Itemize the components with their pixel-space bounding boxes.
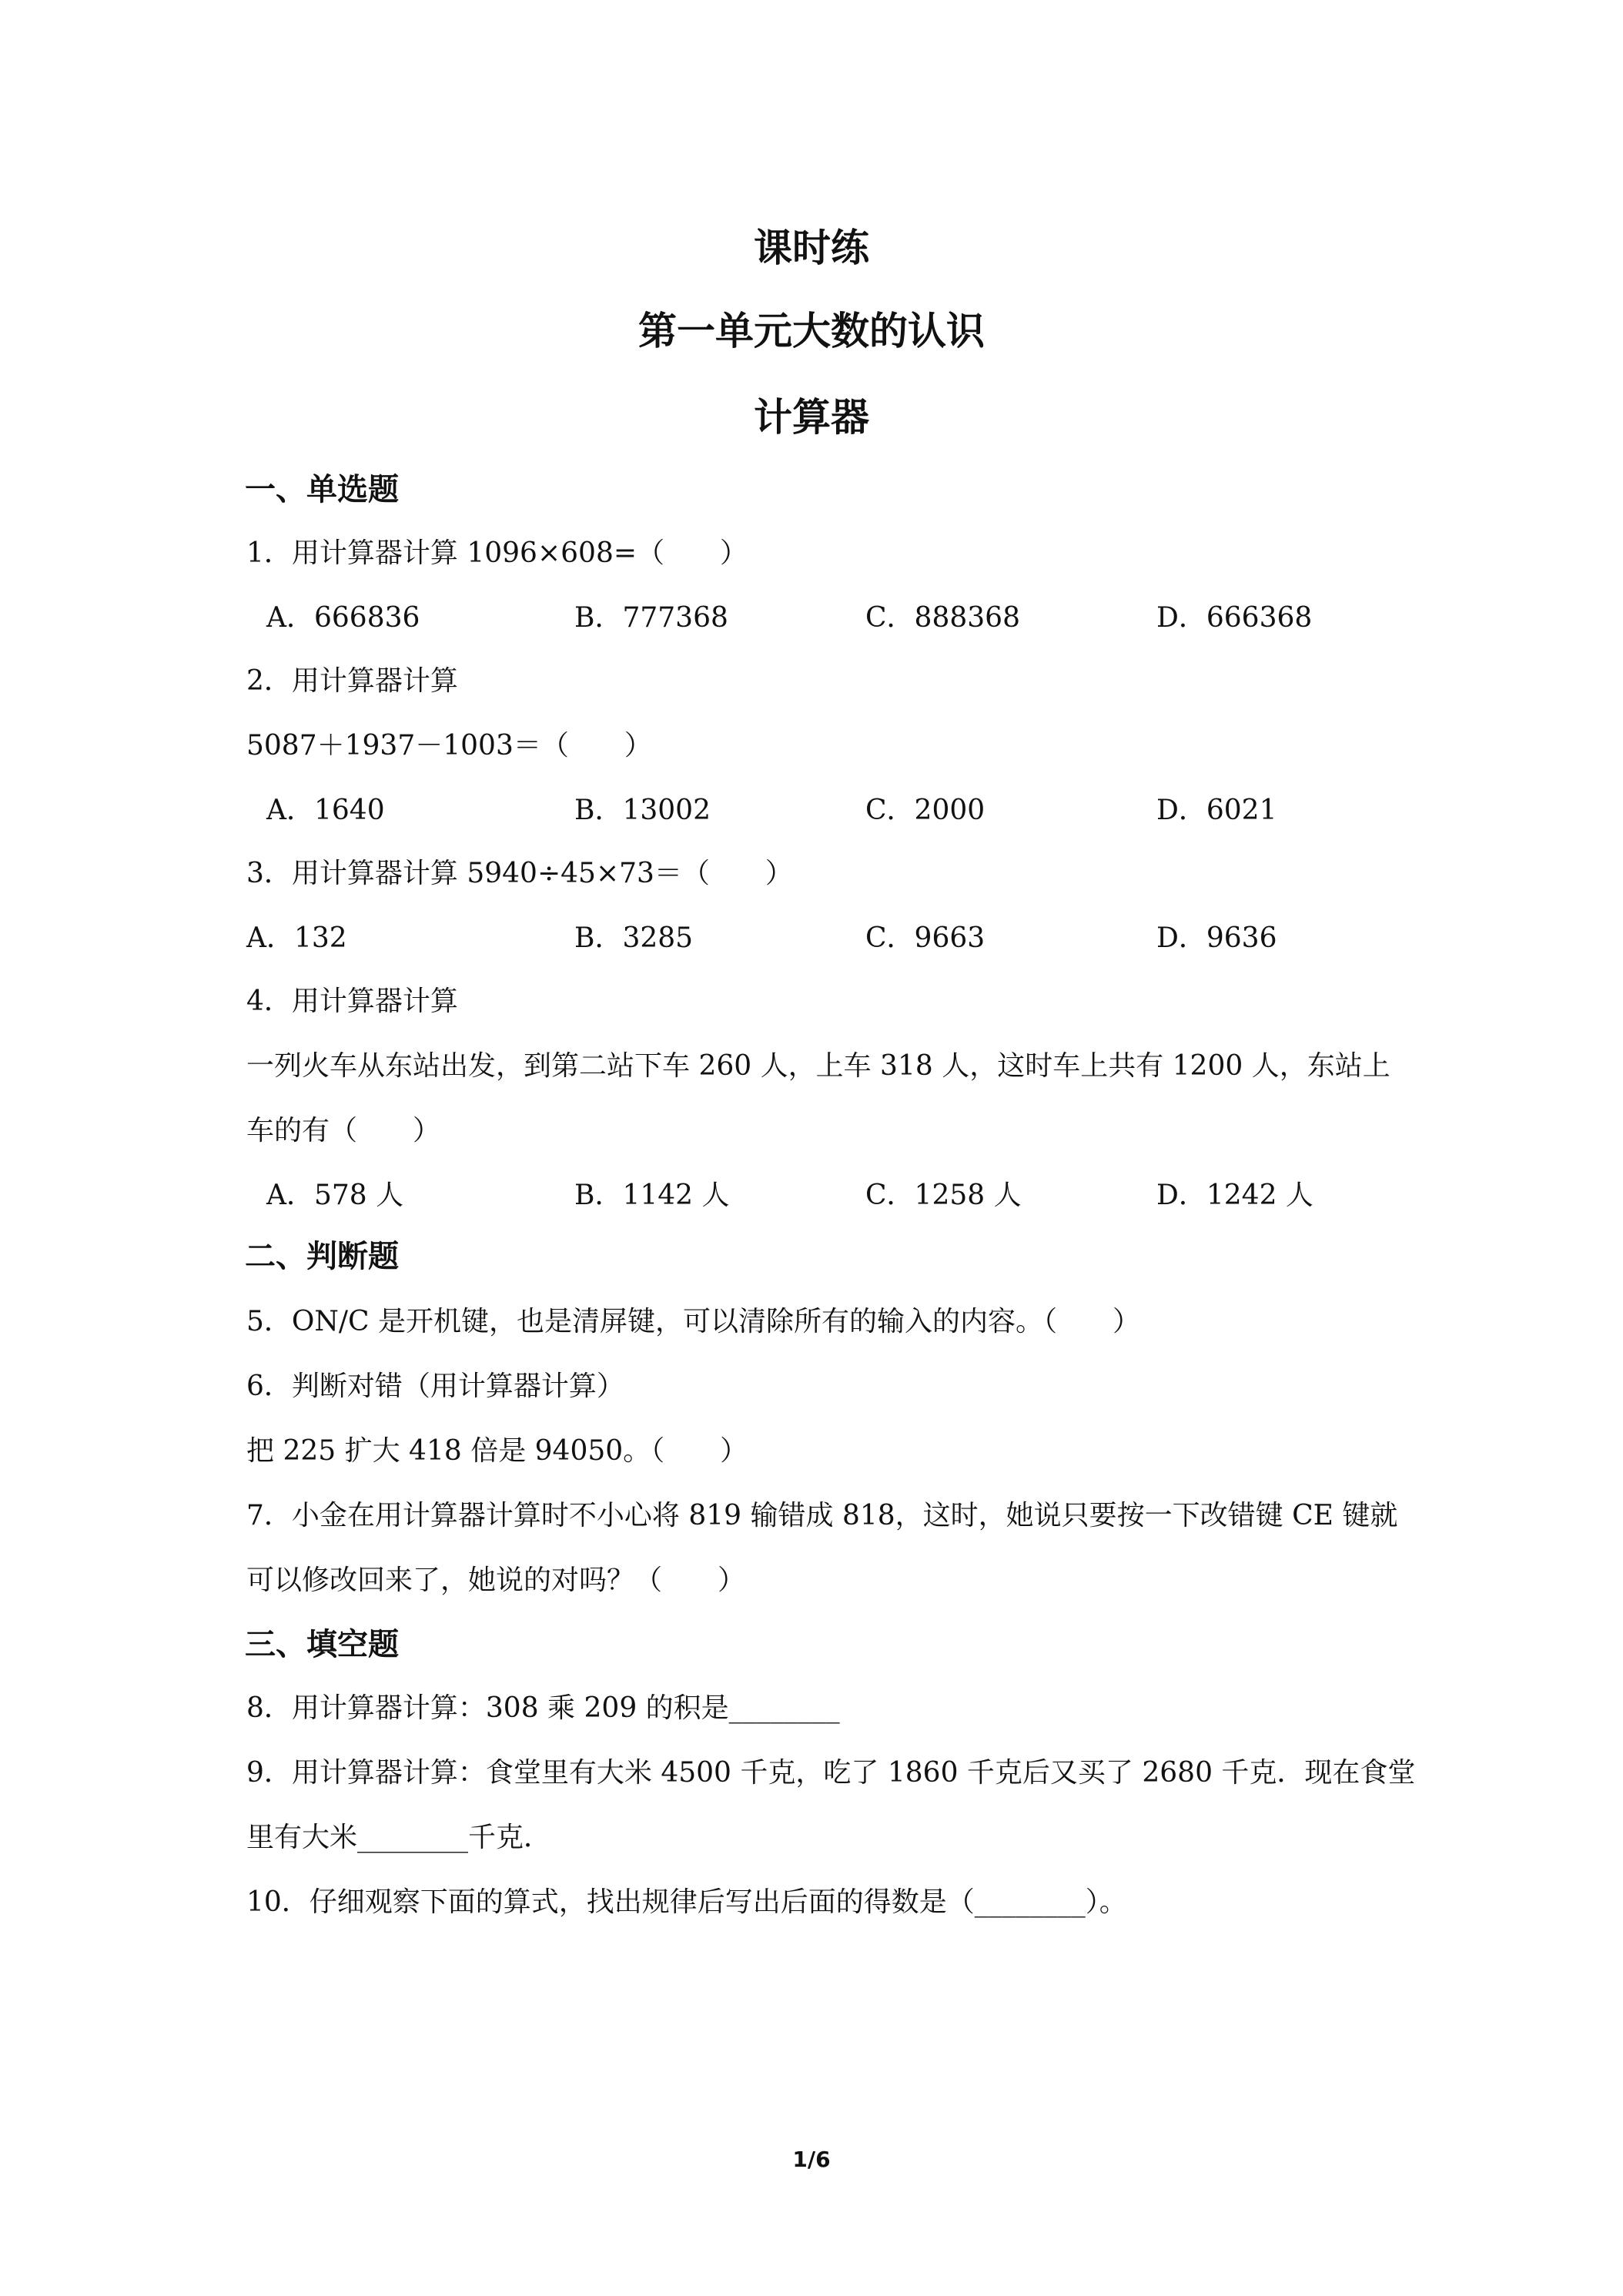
question-9-line1: 9．用计算器计算：食堂里有大米 4500 千克，吃了 1860 千克后又买了 2680 千克．现在食堂 <box>246 1757 1416 1789</box>
q2-option-d: D．6021 <box>1156 795 1277 826</box>
q2-option-b: B．13002 <box>574 795 711 826</box>
question-7-line1: 7．小金在用计算器计算时不小心将 819 输错成 818，这时，她说只要按一下改错键 CE 键就 <box>246 1500 1398 1531</box>
question-4-body-line2: 车的有（ ） <box>246 1115 441 1146</box>
q3-option-a: A．132 <box>246 922 347 954</box>
question-1: 1．用计算器计算 1096×608=（ ） <box>246 537 748 569</box>
q1-option-a: A．666836 <box>266 602 420 634</box>
lesson-title: 计算器 <box>754 395 869 440</box>
question-2-expression: 5087＋1937－1003＝（ ） <box>246 730 652 761</box>
q4-option-d: D．1242 人 <box>1156 1180 1313 1211</box>
question-9-line2: 里有大米________千克． <box>246 1822 552 1853</box>
q3-option-b: B．3285 <box>574 922 694 954</box>
q1-option-c: C．888368 <box>865 602 1020 634</box>
q2-option-c: C．2000 <box>865 795 986 826</box>
question-2-prompt: 2．用计算器计算 <box>246 665 458 697</box>
q1-option-b: B．777368 <box>574 602 728 634</box>
q4-option-b: B．1142 人 <box>574 1180 730 1211</box>
question-3: 3．用计算器计算 5940÷45×73＝（ ） <box>246 858 793 889</box>
question-4-body-line1: 一列火车从东站出发，到第二站下车 260 人，上车 318 人，这时车上共有 1200 人，东站上 <box>246 1050 1390 1082</box>
q2-option-a: A．1640 <box>266 795 385 826</box>
question-4-prompt: 4．用计算器计算 <box>246 986 458 1017</box>
question-10: 10．仔细观察下面的算式，找出规律后写出后面的得数是（________）。 <box>246 1886 1127 1918</box>
question-6-prompt: 6．判断对错（用计算器计算） <box>246 1371 624 1402</box>
q4-option-a: A．578 人 <box>266 1180 404 1211</box>
q4-option-c: C．1258 人 <box>865 1180 1022 1211</box>
section-fill-blank: 三、填空题 <box>245 1627 399 1662</box>
q3-option-c: C．9663 <box>865 922 986 954</box>
unit-title: 第一单元大数的认识 <box>638 309 985 353</box>
question-6-statement: 把 225 扩大 418 倍是 94050。（ ） <box>246 1435 748 1467</box>
q1-option-d: D．666368 <box>1156 602 1313 634</box>
page-title: 课时练 <box>754 226 869 270</box>
section-single-choice: 一、单选题 <box>245 472 399 507</box>
page-number: 1/6 <box>792 2147 831 2172</box>
q3-option-d: D．9636 <box>1156 922 1277 954</box>
question-7-line2: 可以修改回来了，她说的对吗？（ ） <box>246 1565 746 1596</box>
question-5: 5．ON/C 是开机键，也是清屏键，可以清除所有的输入的内容。（ ） <box>246 1306 1141 1337</box>
question-8: 8．用计算器计算：308 乘 209 的积是________ <box>246 1692 840 1724</box>
section-true-false: 二、判断题 <box>245 1239 399 1274</box>
